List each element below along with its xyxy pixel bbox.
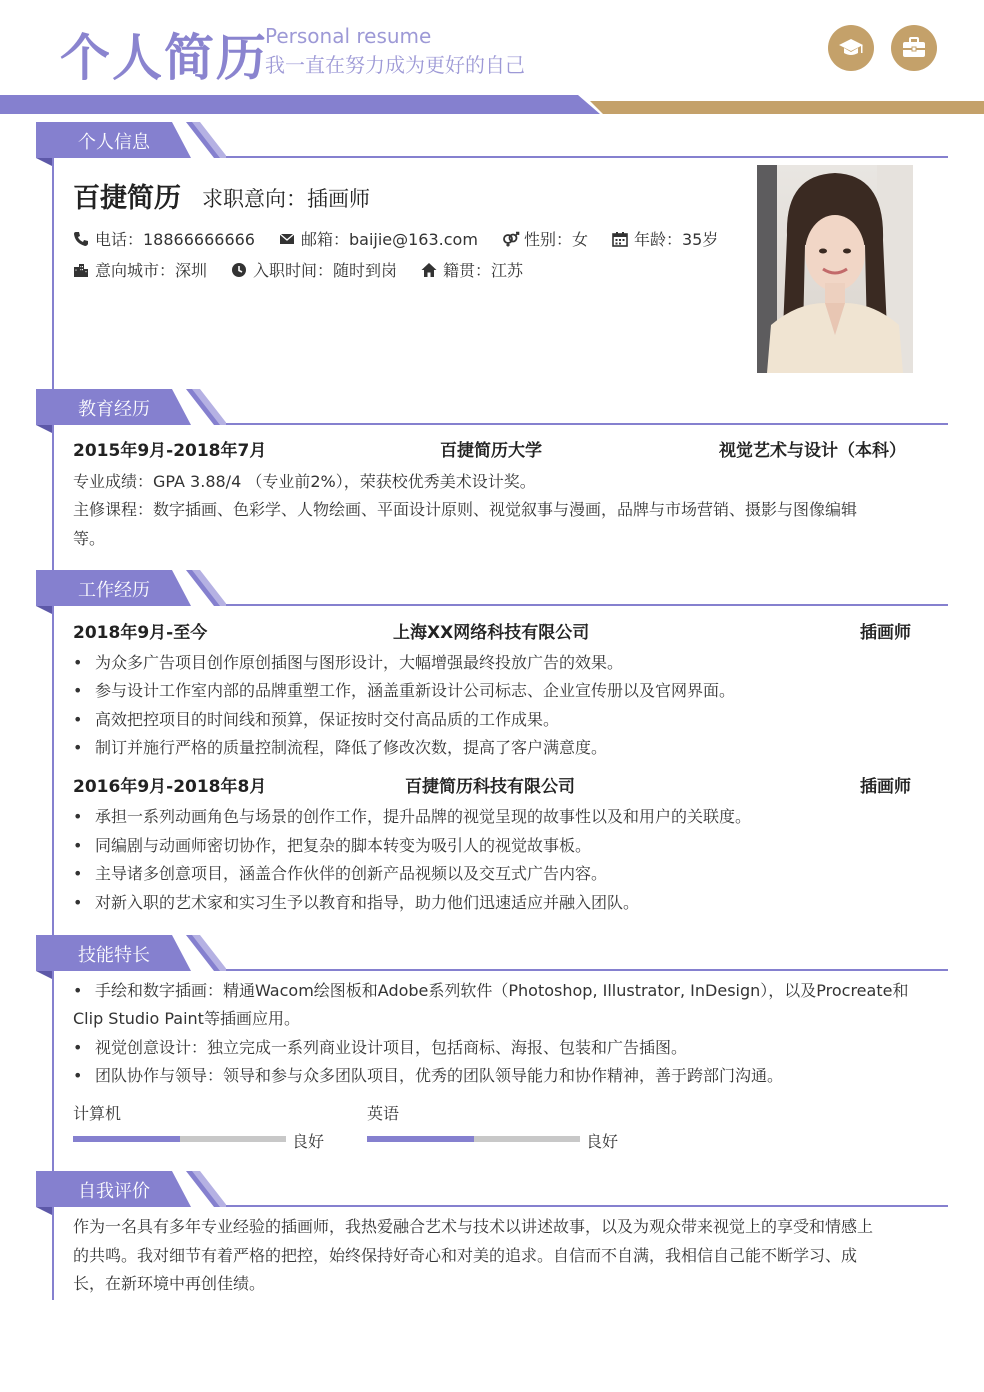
job-intent: 求职意向：插画师 bbox=[202, 187, 370, 211]
mail-icon bbox=[279, 231, 295, 247]
education-courses: 主修课程：数字插画、色彩学、人物绘画、平面设计原则、视觉叙事与漫画，品牌与市场营销、摄影与图像编辑 bbox=[73, 500, 858, 519]
work-role: 插画师 bbox=[860, 623, 911, 643]
self-eval-line: 作为一名具有多年专业经验的插画师，我热爱融合艺术与技术以讲述故事，以及为观众带来视觉上的享受和情感上 bbox=[73, 1217, 874, 1236]
self-eval-line: 长，在新环境中再创佳绩。 bbox=[73, 1274, 266, 1293]
profile-photo bbox=[757, 165, 913, 373]
work-company: 上海XX网络科技有限公司 bbox=[393, 623, 590, 643]
info-age: 年龄：35岁 bbox=[612, 227, 718, 250]
list-item: • 为众多广告项目创作原创插图与图形设计，大幅增强最终投放广告的效果。 bbox=[73, 649, 623, 677]
list-item: • 团队协作与领导：领导和参与众多团队项目，优秀的团队领导能力和协作精神，善于跨部门沟通。 bbox=[73, 1062, 783, 1090]
page-title: 个人简历 bbox=[60, 29, 268, 87]
phone-icon bbox=[73, 231, 89, 247]
self-eval-line: 的共鸣。我对细节有着严格的把控，始终保持好奇心和对美的追求。自信而不自满，我相信自己能不断学习、成 bbox=[73, 1246, 858, 1265]
info-phone: 电话：18866666666 bbox=[73, 227, 255, 250]
work-role: 插画师 bbox=[860, 777, 911, 797]
education-courses-cont: 等。 bbox=[73, 529, 106, 548]
skill-bar-computer bbox=[73, 1136, 286, 1142]
section-header-personal bbox=[36, 122, 948, 162]
skill-label-english: 英语 bbox=[367, 1104, 400, 1123]
work-period: 2018年9月-至今 bbox=[73, 623, 208, 643]
header-band-purple bbox=[0, 95, 600, 114]
info-hometown: 籍贯：江苏 bbox=[421, 258, 523, 281]
clock-icon bbox=[231, 262, 247, 278]
section-header-self bbox=[36, 1171, 948, 1211]
list-item: • 手绘和数字插画：精通Wacom绘图板和Adobe系列软件（Photoshop, Illustrator, InDesign），以及Procreate和 bbox=[73, 977, 908, 1005]
calendar-icon bbox=[612, 231, 628, 247]
section-header-work bbox=[36, 570, 948, 610]
education-grades: 专业成绩：GPA 3.88/4 （专业前2%），荣获校优秀美术设计奖。 bbox=[73, 472, 536, 491]
info-gender: 性别：女 bbox=[502, 227, 588, 250]
list-item: • 制订并施行严格的质量控制流程，降低了修改次数，提高了客户满意度。 bbox=[73, 734, 607, 762]
candidate-name: 百捷简历 bbox=[73, 183, 181, 214]
education-school: 百捷简历大学 bbox=[440, 441, 542, 461]
page-subtitle-en: Personal resume bbox=[265, 24, 432, 48]
section-title: 教育经历 bbox=[78, 399, 150, 420]
info-email: 邮箱：baijie@163.com bbox=[279, 227, 478, 250]
list-item: • 高效把控项目的时间线和预算，保证按时交付高品质的工作成果。 bbox=[73, 706, 559, 734]
education-major: 视觉艺术与设计（本科） bbox=[719, 441, 906, 461]
left-timeline-line bbox=[52, 150, 54, 1300]
section-header-education bbox=[36, 389, 948, 429]
section-header-skills bbox=[36, 935, 948, 975]
info-row-1 bbox=[73, 227, 742, 250]
list-item: • 对新入职的艺术家和实习生予以教育和指导，助力他们迅速适应并融入团队。 bbox=[73, 889, 639, 917]
skill-bar-fill bbox=[73, 1136, 180, 1142]
home-icon bbox=[421, 262, 437, 278]
skill-bar-english bbox=[367, 1136, 580, 1142]
graduation-cap-icon bbox=[828, 25, 874, 71]
work-period: 2016年9月-2018年8月 bbox=[73, 777, 267, 797]
work-company: 百捷简历科技有限公司 bbox=[405, 777, 575, 797]
skill-level-english: 良好 bbox=[586, 1132, 619, 1151]
list-item: • 承担一系列动画角色与场景的创作工作，提升品牌的视觉呈现的故事性以及和用户的关联度。 bbox=[73, 803, 751, 831]
briefcase-icon bbox=[891, 25, 937, 71]
skill-bar-fill bbox=[367, 1136, 474, 1142]
info-city: 意向城市：深圳 bbox=[73, 258, 207, 281]
gender-icon bbox=[502, 231, 518, 247]
info-row-2 bbox=[73, 258, 547, 281]
list-item: • 参与设计工作室内部的品牌重塑工作，涵盖重新设计公司标志、企业宣传册以及官网界面。 bbox=[73, 677, 735, 705]
list-item: • 同编剧与动画师密切协作，把复杂的脚本转变为吸引人的视觉故事板。 bbox=[73, 832, 591, 860]
section-title: 工作经历 bbox=[78, 580, 150, 601]
education-period: 2015年9月-2018年7月 bbox=[73, 441, 267, 461]
list-item: • 主导诸多创意项目，涵盖合作伙伴的创新产品视频以及交互式广告内容。 bbox=[73, 860, 607, 888]
list-item: • 视觉创意设计：独立完成一系列商业设计项目，包括商标、海报、包装和广告插图。 bbox=[73, 1034, 687, 1062]
section-title: 技能特长 bbox=[78, 945, 150, 966]
page-motto: 我一直在努力成为更好的自己 bbox=[265, 53, 525, 77]
skill-label-computer: 计算机 bbox=[73, 1104, 122, 1123]
section-title: 个人信息 bbox=[78, 132, 150, 153]
list-item-cont: Clip Studio Paint等插画应用。 bbox=[73, 1009, 300, 1028]
header-band-gold bbox=[590, 101, 984, 114]
info-availability: 入职时间：随时到岗 bbox=[231, 258, 397, 281]
city-buildings-icon bbox=[73, 262, 89, 278]
section-title: 自我评价 bbox=[78, 1181, 150, 1202]
skill-level-computer: 良好 bbox=[292, 1132, 325, 1151]
